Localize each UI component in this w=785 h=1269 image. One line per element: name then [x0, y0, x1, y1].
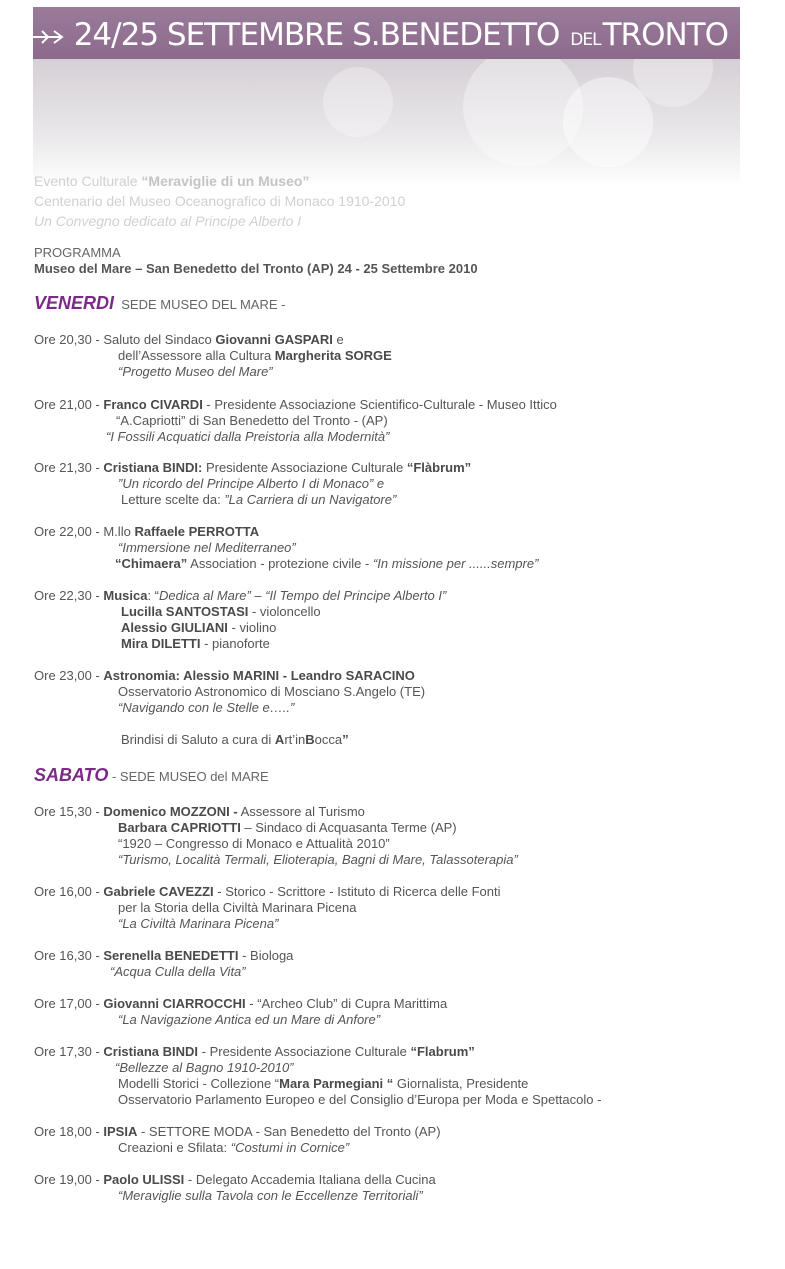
text-fragment: “In missione per ......sempre” — [372, 556, 539, 571]
text-fragment: IPSIA — [103, 1124, 138, 1139]
text-fragment: Serenella BENEDETTI — [103, 948, 239, 963]
text-fragment: Barbara CAPRIOTTI — [118, 820, 241, 835]
entry-line — [34, 964, 293, 980]
text-fragment: rt’in — [284, 732, 306, 747]
text-fragment: occa — [314, 732, 343, 747]
entry-line — [34, 684, 425, 700]
text-fragment: Osservatorio Astronomico di Mosciano S.Angelo (TE) — [118, 684, 426, 699]
text-fragment: Ore 23,00 - — [34, 668, 104, 683]
text-fragment: “Chimaera” — [115, 556, 188, 571]
text-fragment: Ore 21,30 - — [34, 460, 104, 475]
day-name: SABATO — [34, 765, 109, 785]
banner-place: TRONTO — [602, 17, 728, 53]
schedule-entry — [34, 524, 538, 572]
entry-line — [34, 900, 500, 916]
intro-tagline: Un Convegno dedicato al Principe Alberto I — [34, 213, 302, 229]
text-fragment: “Costumi in Cornice” — [230, 1140, 350, 1155]
text-fragment: Ore 18,00 - — [34, 1124, 104, 1139]
banner-date: 24/25 SETTEMBRE S.BENEDETTO — [73, 17, 560, 53]
entry-line — [34, 429, 557, 445]
header-banner — [33, 7, 740, 187]
text-fragment: Assessore al Turismo — [237, 804, 365, 819]
text-fragment: Ore 22,00 - M.llo — [34, 524, 135, 539]
text-fragment: Mira DILETTI — [121, 636, 201, 651]
entry-line — [34, 996, 447, 1012]
text-fragment: Musica — [103, 588, 148, 603]
text-fragment: Presidente Associazione Culturale — [202, 460, 407, 475]
schedule-entry — [34, 668, 425, 748]
entry-line — [34, 1172, 436, 1188]
event-title: “Meraviglie di un Museo” — [141, 173, 310, 189]
text-fragment: “Progetto Museo del Mare” — [118, 364, 273, 379]
text-fragment: ” — [342, 732, 349, 747]
text-fragment: - Presidente Associazione Culturale — [198, 1044, 411, 1059]
text-fragment: Modelli Storici - Collezione “ — [118, 1076, 280, 1091]
text-fragment: - Storico - Scrittore - Istituto di Ricerca delle Fonti — [213, 884, 501, 899]
schedule-entry — [34, 460, 471, 508]
text-fragment: - pianoforte — [200, 636, 270, 651]
text-fragment: “Bellezze al Bagno 1910-2010” — [115, 1060, 294, 1075]
intro-block — [34, 171, 405, 231]
schedule-entry — [34, 1124, 441, 1156]
text-fragment: Ore 19,00 - — [34, 1172, 104, 1187]
entry-line — [34, 732, 425, 748]
intro-text: Evento Culturale — [34, 173, 142, 189]
text-fragment: Gabriele CAVEZZI — [103, 884, 214, 899]
text-fragment: Letture scelte da: — [121, 492, 225, 507]
entry-line — [34, 604, 446, 620]
schedule-entry — [34, 588, 446, 652]
schedule-entry — [34, 996, 447, 1028]
text-fragment: - violoncello — [248, 604, 321, 619]
schedule-entry — [34, 1172, 436, 1204]
entry-line — [34, 524, 538, 540]
entry-line — [34, 636, 446, 652]
text-fragment: Mara Parmegiani “ — [279, 1076, 394, 1091]
entry-line — [34, 460, 471, 476]
text-fragment: Osservatorio Parlamento Europeo e del Consiglio d’Europa per Moda e Spettacolo - — [118, 1092, 602, 1107]
text-fragment: A — [274, 732, 285, 747]
text-fragment: “Turismo, Località Termali, Elioterapia, Bagni di Mare, Talassoterapia” — [118, 852, 518, 867]
text-fragment: ”Un ricordo del Principe Alberto I di Monaco” e — [118, 476, 385, 491]
entry-line — [34, 620, 446, 636]
text-fragment: - “Archeo Club” di Cupra Marittima — [245, 996, 448, 1011]
text-fragment: “I Fossili Acquatici dalla Preistoria alla Modernità” — [106, 429, 390, 444]
text-fragment: Brindisi di Saluto a cura di — [121, 732, 275, 747]
entry-line — [34, 700, 425, 716]
text-fragment: : “ — [147, 588, 160, 603]
day-venue: - SEDE MUSEO del MARE — [111, 769, 269, 784]
text-fragment: Paolo ULISSI — [103, 1172, 185, 1187]
entry-line — [34, 364, 392, 380]
text-fragment: “La Civiltà Marinara Picena” — [118, 916, 279, 931]
text-fragment: “Flàbrum” — [406, 460, 472, 475]
entry-line — [34, 804, 518, 820]
text-fragment: Ore 22,30 - — [34, 588, 104, 603]
text-fragment: Cristiana BINDI — [103, 1044, 199, 1059]
text-fragment: Creazioni e Sfilata: — [118, 1140, 231, 1155]
bokeh-light — [563, 77, 653, 167]
text-fragment: “Flabrum” — [410, 1044, 475, 1059]
text-fragment: Ore 20,30 - Saluto del Sindaco — [34, 332, 216, 347]
entry-line — [34, 820, 518, 836]
entry-line — [34, 1092, 601, 1108]
text-fragment: Ore 16,00 - — [34, 884, 104, 899]
text-fragment: Ore 16,30 - — [34, 948, 104, 963]
entry-line — [34, 1140, 441, 1156]
schedule-entry — [34, 804, 518, 868]
program-header — [34, 245, 478, 277]
entry-line — [34, 397, 557, 413]
text-fragment: - Presidente Associazione Scientifico-Culturale - Museo Ittico — [202, 397, 557, 412]
text-fragment: Ore 21,00 - — [34, 397, 104, 412]
entry-line — [34, 668, 425, 684]
program-heading: PROGRAMMA — [34, 245, 121, 260]
text-fragment: - violino — [227, 620, 277, 635]
text-fragment: ”La Carriera di un Navigatore” — [224, 492, 397, 507]
entry-line — [34, 476, 471, 492]
text-fragment: “Acqua Culla della Vita” — [110, 964, 246, 979]
schedule-entry — [34, 948, 293, 980]
text-fragment: “Navigando con le Stelle e…..” — [118, 700, 295, 715]
text-fragment: - SETTORE MODA - San Benedetto del Tronto (AP) — [137, 1124, 441, 1139]
entry-line — [34, 884, 500, 900]
day-heading-friday — [34, 293, 285, 314]
entry-line — [34, 916, 500, 932]
text-fragment: Alessio GIULIANI — [121, 620, 228, 635]
text-fragment: Association - protezione civile - — [187, 556, 373, 571]
day-venue: SEDE MUSEO DEL MARE - — [121, 297, 286, 312]
entry-line — [34, 348, 392, 364]
schedule-entry — [34, 332, 392, 380]
entry-line — [34, 1060, 601, 1076]
text-fragment: Ore 17,00 - — [34, 996, 104, 1011]
text-fragment: B — [305, 732, 315, 747]
text-fragment: Giornalista, Presidente — [393, 1076, 529, 1091]
entry-line — [34, 413, 557, 429]
text-fragment: Raffaele PERROTTA — [134, 524, 260, 539]
text-fragment: Franco CIVARDI — [103, 397, 203, 412]
entry-line — [34, 492, 471, 508]
text-fragment: “A.Capriotti” di San Benedetto del Tronto - (AP) — [116, 413, 388, 428]
text-fragment: Dedica al Mare” – “Il Tempo del Principe Alberto I” — [159, 588, 447, 603]
text-fragment: – Sindaco di Acquasanta Terme (AP) — [240, 820, 457, 835]
entry-line — [34, 588, 446, 604]
entry-line — [34, 852, 518, 868]
banner-title — [33, 15, 728, 55]
text-fragment: Lucilla SANTOSTASI — [121, 604, 249, 619]
text-fragment: Domenico MOZZONI - — [103, 804, 238, 819]
text-fragment: “1920 – Congresso di Monaco e Attualità 2010” — [118, 836, 390, 851]
arrow-icon — [33, 30, 66, 44]
schedule-entry — [34, 884, 500, 932]
text-fragment: Giovanni GASPARI — [215, 332, 333, 347]
entry-line — [34, 1188, 436, 1204]
text-fragment: Margherita SORGE — [274, 348, 392, 363]
text-fragment: “Meraviglie sulla Tavola con le Eccellenze Territoriali” — [118, 1188, 423, 1203]
intro-subtitle: Centenario del Museo Oceanografico di Monaco 1910-2010 — [34, 193, 406, 209]
text-fragment: per la Storia della Civiltà Marinara Picena — [118, 900, 357, 915]
entry-line — [34, 836, 518, 852]
entry-line — [34, 540, 538, 556]
entry-line — [34, 1012, 447, 1028]
entry-line — [34, 332, 392, 348]
text-fragment: Astronomia: Alessio MARINI - Leandro SARACINO — [103, 668, 415, 683]
bokeh-light — [323, 67, 393, 137]
entry-line — [34, 1124, 441, 1140]
program-venue: Museo del Mare – San Benedetto del Tronto (AP) 24 - 25 Settembre 2010 — [34, 261, 478, 276]
text-fragment: “Immersione nel Mediterraneo” — [118, 540, 296, 555]
entry-line — [34, 1076, 601, 1092]
text-fragment: Ore 17,30 - — [34, 1044, 104, 1059]
text-fragment: “La Navigazione Antica ed un Mare di Anfore” — [118, 1012, 381, 1027]
day-name: VENERDI — [34, 293, 115, 313]
entry-line — [34, 948, 293, 964]
text-fragment: e — [332, 332, 344, 347]
text-fragment: - Biologa — [238, 948, 294, 963]
text-fragment: - Delegato Accademia Italiana della Cucina — [184, 1172, 436, 1187]
entry-line — [34, 1044, 601, 1060]
text-fragment: dell’Assessore alla Cultura — [118, 348, 275, 363]
entry-line — [34, 556, 538, 572]
text-fragment: Giovanni CIARROCCHI — [103, 996, 246, 1011]
banner-del: DEL — [570, 30, 601, 50]
schedule-entry — [34, 1044, 601, 1108]
schedule-entry — [34, 397, 557, 445]
text-fragment: Ore 15,30 - — [34, 804, 104, 819]
text-fragment: Cristiana BINDI: — [103, 460, 203, 475]
day-heading-saturday — [34, 765, 269, 786]
